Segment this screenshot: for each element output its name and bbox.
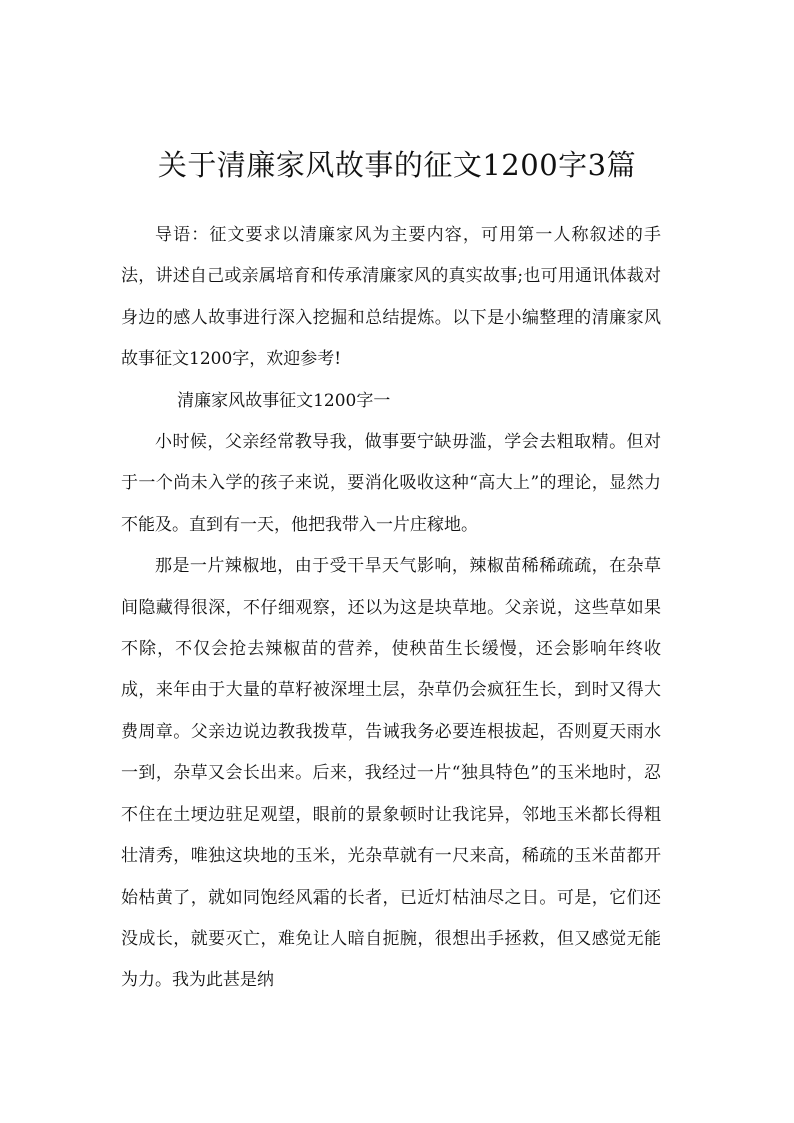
section-heading: 清廉家风故事征文1200字一 [177, 390, 391, 411]
document-body [121, 215, 661, 1002]
body-paragraph: 小时候，父亲经常教导我，做事要宁缺毋滥，学会去粗取精。但对于一个尚未入学的孩子来说，要消化吸收这种“高大上”的理论，显然力不能及。直到有一天，他把我带入一片庄稼地。 [121, 432, 661, 535]
intro-paragraph: 导语：征文要求以清廉家风为主要内容，可用第一人称叙述的手法，讲述自己或亲属培育和传承清廉家风的真实故事;也可用通讯体裁对身边的感人故事进行深入挖掘和总结提炼。以下是小编整理的清廉家风故事征文1200字，欢迎参考! [121, 225, 661, 370]
document-title: 关于清廉家风故事的征文1200字3篇 [157, 148, 637, 182]
body-paragraph: 那是一片辣椒地，由于受干旱天气影响，辣椒苗稀稀疏疏，在杂草间隐藏得很深，不仔细观察，还以为这是块草地。父亲说，这些草如果不除，不仅会抢去辣椒苗的营养，使秧苗生长缓慢，还会影响年终收成，来年由于大量的草籽被深埋土层，杂草仍会疯狂生长，到时又得大费周章。父亲边说边教我拨草，告诫我务必要连根拔起，否则夏天雨水一到，杂草又会长出来。后来，我经过一片“独具特色”的玉米地时，忍不住在土埂边驻足观望，眼前的景象顿时让我诧异，邻地玉米都长得粗壮清秀，唯独这块地的玉米，光杂草就有一尺来高，稀疏的玉米苗都开始枯黄了，就如同饱经风霜的长者，已近灯枯油尽之日。可是，它们还没成长，就要灭亡，难免让人暗自扼腕，很想出手拯救，但又感觉无能为力。我为此甚是纳 [121, 556, 661, 991]
